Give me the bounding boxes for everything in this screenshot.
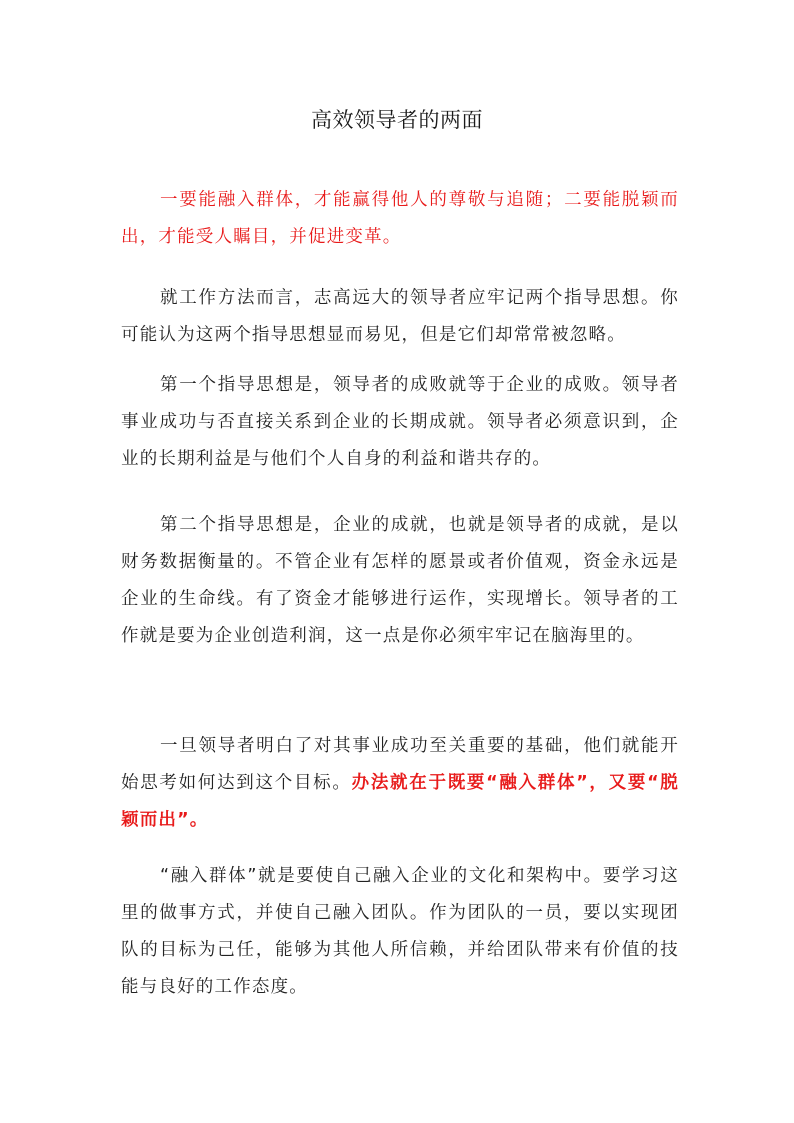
intro-summary-paragraph: 一要能融入群体，才能赢得他人的尊敬与追随；二要能脱颖而出，才能受人瞩目，并促进变革。 xyxy=(121,190,679,247)
approach-paragraph-text: 一旦领导者明白了对其事业成功至关重要的基础，他们就能开始思考如何达到这个目标。 xyxy=(121,736,679,793)
approach-emphasis-text: 办法就在于既要“融入群体”，又要“脱颖而出”。 xyxy=(121,773,679,830)
blend-in-paragraph: “融入群体”就是要使自己融入企业的文化和架构中。要学习这里的做事方式，并使自己融入团队。作为团队的一员，要以实现团队的目标为己任，能够为其他人所信赖，并给团队带来有价值的技能与良好的工作态度。 xyxy=(121,866,679,997)
work-method-paragraph: 就工作方法而言，志高远大的领导者应牢记两个指导思想。你可能认为这两个指导思想显而易见，但是它们却常常被忽略。 xyxy=(121,288,679,345)
first-guiding-principle-paragraph: 第一个指导思想是，领导者的成败就等于企业的成败。领导者事业成功与否直接关系到企业的长期成就。领导者必须意识到，企业的长期利益是与他们个人自身的利益和谐共存的。 xyxy=(121,375,679,469)
approach-paragraph xyxy=(121,728,679,839)
document-title: 高效领导者的两面 xyxy=(311,108,483,132)
second-guiding-principle-paragraph: 第二个指导思想是，企业的成就，也就是领导者的成就，是以财务数据衡量的。不管企业有怎样的愿景或者价值观，资金永远是企业的生命线。有了资金才能够进行运作，实现增长。领导者的工作就是要为企业创造利润，这一点是你必须牢牢记在脑海里的。 xyxy=(121,515,679,646)
